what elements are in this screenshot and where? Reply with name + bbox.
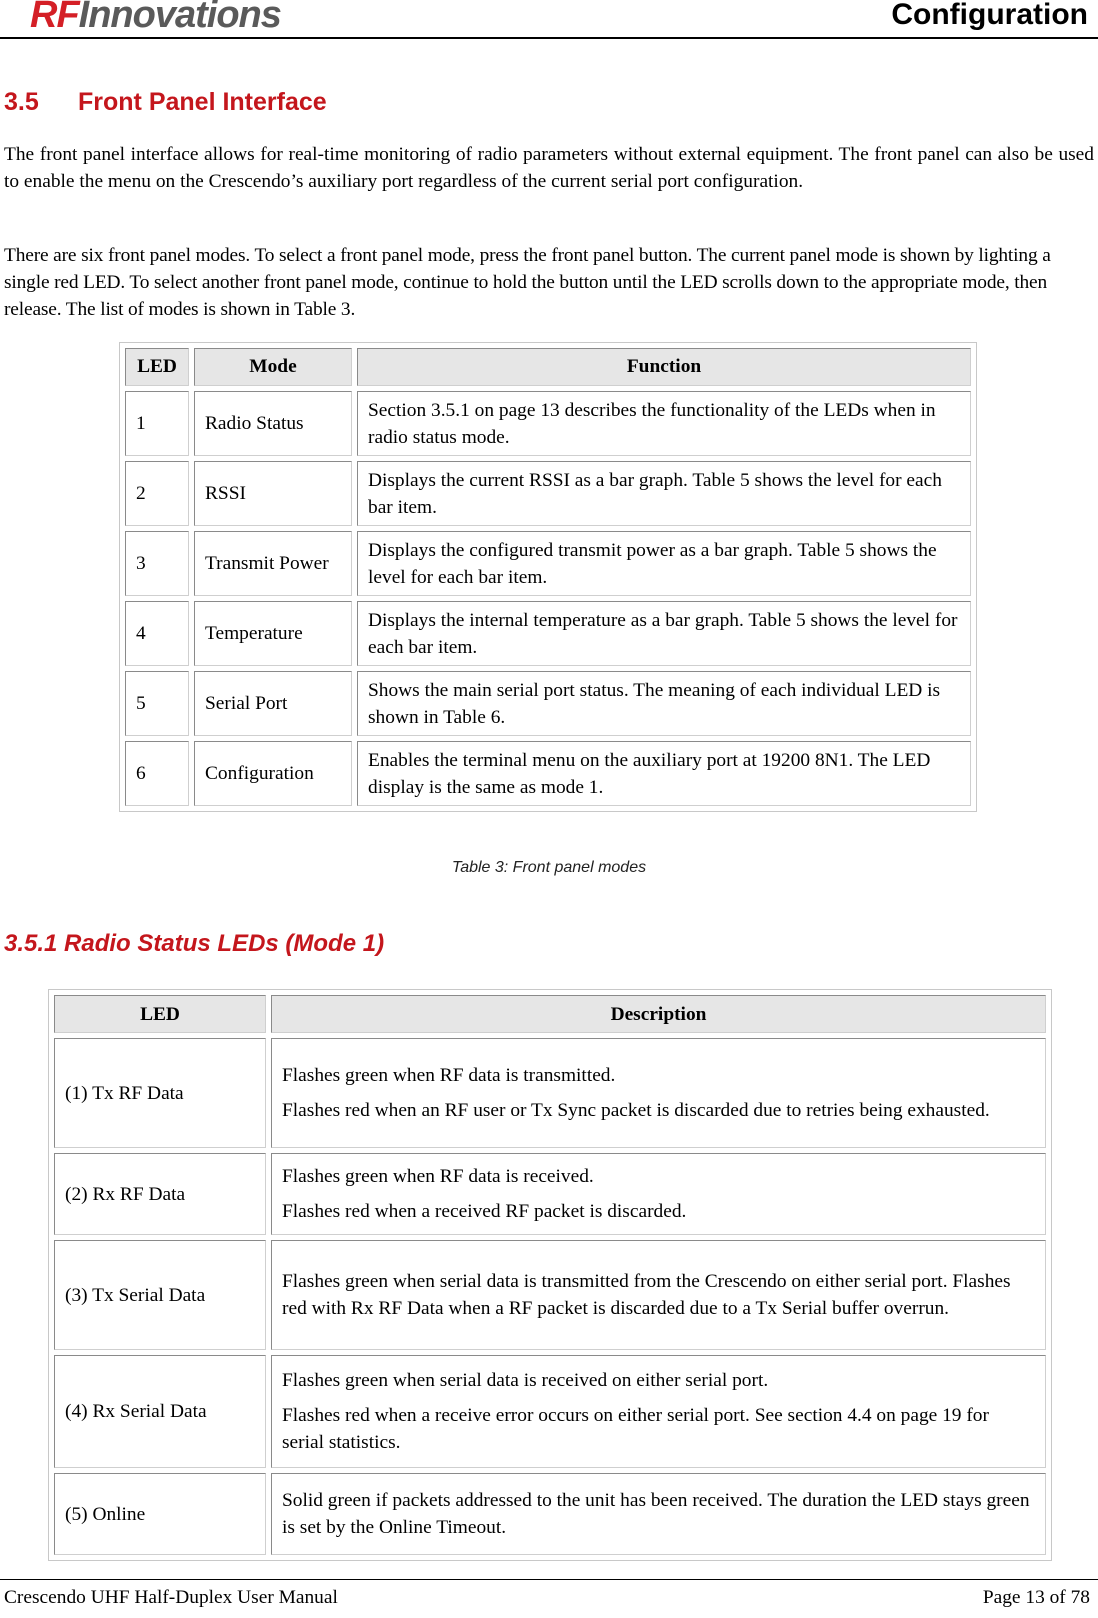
led-cell: (1) Tx RF Data <box>54 1038 266 1148</box>
led-cell: 1 <box>125 391 189 456</box>
description-line: Flashes green when RF data is transmitted. <box>282 1065 616 1086</box>
column-header-led: LED <box>54 995 266 1033</box>
function-cell: Displays the current RSSI as a bar graph. Table 5 shows the level for each bar item. <box>357 461 971 526</box>
description-line: Flashes green when RF data is received. <box>282 1166 594 1187</box>
logo-innovations: Innovations <box>78 0 281 36</box>
footer-page-number: Page 13 of 78 <box>982 1587 1090 1608</box>
section-heading <box>4 88 327 117</box>
table-row <box>125 671 971 736</box>
function-cell: Displays the internal temperature as a bar graph. Table 5 shows the level for each bar item. <box>357 601 971 666</box>
table-row <box>54 1153 1046 1235</box>
footer-manual-title: Crescendo UHF Half-Duplex User Manual <box>4 1587 338 1608</box>
table-caption: Table 3: Front panel modes <box>451 859 647 876</box>
table-row <box>54 1473 1046 1555</box>
table-row <box>125 741 971 806</box>
table-row <box>125 461 971 526</box>
footer-rule <box>0 1579 1098 1580</box>
mode-cell: Transmit Power <box>194 531 352 596</box>
function-cell: Shows the main serial port status. The meaning of each individual LED is shown in Table 6. <box>357 671 971 736</box>
led-cell: 4 <box>125 601 189 666</box>
radio-status-leds-table <box>48 989 1052 1561</box>
column-header-description: Description <box>271 995 1046 1033</box>
column-header-function: Function <box>357 348 971 386</box>
description-cell <box>271 1355 1046 1468</box>
description-line: Flashes red when a receive error occurs on either serial port. See section 4.4 on page 19 for serial statistics. <box>282 1405 989 1453</box>
mode-cell: Radio Status <box>194 391 352 456</box>
section-number: 3.5 <box>4 88 39 116</box>
page-header <box>0 0 1098 38</box>
table-header-row <box>54 995 1046 1033</box>
description-line: Flashes red when a received RF packet is discarded. <box>282 1201 687 1222</box>
led-cell: (5) Online <box>54 1473 266 1555</box>
mode-cell: Serial Port <box>194 671 352 736</box>
description-cell <box>271 1038 1046 1148</box>
table-row <box>125 391 971 456</box>
header-rule <box>0 37 1098 39</box>
led-cell: (4) Rx Serial Data <box>54 1355 266 1468</box>
description-line: Flashes green when serial data is transmitted from the Crescendo on either serial port. Flashes red with Rx RF Data when a RF packet is discarded due to a Tx Serial buffer overrun. <box>282 1271 1011 1319</box>
function-cell: Enables the terminal menu on the auxiliary port at 19200 8N1. The LED display is the same as mode 1. <box>357 741 971 806</box>
mode-cell: RSSI <box>194 461 352 526</box>
table-row <box>54 1355 1046 1468</box>
front-panel-modes-table <box>119 342 977 812</box>
table-row <box>54 1240 1046 1350</box>
description-cell <box>271 1153 1046 1235</box>
description-cell <box>271 1240 1046 1350</box>
column-header-led: LED <box>125 348 189 386</box>
column-header-mode: Mode <box>194 348 352 386</box>
subsection-heading: 3.5.1 Radio Status LEDs (Mode 1) <box>4 930 385 957</box>
function-cell: Displays the configured transmit power as a bar graph. Table 5 shows the level for each bar item. <box>357 531 971 596</box>
description-cell <box>271 1473 1046 1555</box>
led-cell: 3 <box>125 531 189 596</box>
led-cell: 2 <box>125 461 189 526</box>
logo-rf: RF <box>30 0 79 36</box>
chapter-title: Configuration <box>891 0 1088 31</box>
modes-paragraph: There are six front panel modes. To select a front panel mode, press the front panel button. The current panel mode is shown by lighting a single red LED. To select another front panel mode, continue to hold the button until the LED scrolls down to the appropriate mode, then release. The list of modes is shown in Table 3. <box>4 245 1051 320</box>
mode-cell: Configuration <box>194 741 352 806</box>
led-cell: 5 <box>125 671 189 736</box>
description-line: Solid green if packets addressed to the unit has been received. The duration the LED stays green is set by the Online Timeout. <box>282 1490 1030 1538</box>
table-row <box>125 601 971 666</box>
table-header-row <box>125 348 971 386</box>
led-cell: (2) Rx RF Data <box>54 1153 266 1235</box>
table-row <box>125 531 971 596</box>
led-cell: 6 <box>125 741 189 806</box>
table-row <box>54 1038 1046 1148</box>
mode-cell: Temperature <box>194 601 352 666</box>
intro-paragraph: The front panel interface allows for real-time monitoring of radio parameters without external equipment. The front panel can also be used to enable the menu on the Crescendo’s auxiliary port regardless of the current serial port configuration. <box>4 144 1094 192</box>
section-title: Front Panel Interface <box>78 88 327 116</box>
description-line: Flashes red when an RF user or Tx Sync packet is discarded due to retries being exhausted. <box>282 1100 990 1121</box>
rf-innovations-logo <box>30 0 281 37</box>
description-line: Flashes green when serial data is received on either serial port. <box>282 1370 769 1391</box>
function-cell: Section 3.5.1 on page 13 describes the functionality of the LEDs when in radio status mode. <box>357 391 971 456</box>
led-cell: (3) Tx Serial Data <box>54 1240 266 1350</box>
